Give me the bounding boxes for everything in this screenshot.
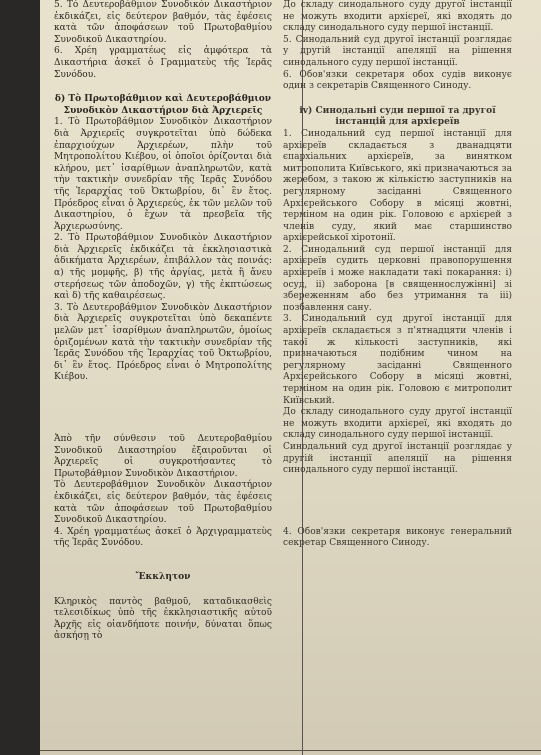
greek-paragraph-6: 6. Χρέη γραμματέως εἰς ἀμφότερα τὰ Δικαστήρια ἀσκεῖ ὁ Γραμματεὺς τῆς Ἱερᾶς Συνόδου. [54,46,272,80]
ukr-paragraph-6: 6. Обов'язки секретаря обох судів виконує один з секретарів Священного Синоду. [283,69,512,92]
greek-paragraph-d5: Τὸ Δευτεροβάθμιον Συνοδικὸν Δικαστήριον ἐκδικάζει, εἰς δεύτερον βαθμόν, τὰς ἐφέσεις κατὰ τῶν ἀποφάσεων τοῦ Πρωτοβαθμίου Συνοδικοῦ Δικαστηρίου. [54,480,272,526]
table-bottom-rule [40,750,541,751]
greek-section-heading-d: δ) Τὸ Πρωτοβάθμιον καὶ Δευτεροβάθμιον Συνοδικὸν Δικαστήριον διὰ Ἀρχιερεῖς [54,94,272,116]
ukr-paragraph-top-a: До складу синодального суду другої інстанції не можуть входити архієреї, які входять до складу синодального суду першої інстанції. [283,0,512,34]
greek-paragraph-d3: 3. Τὸ Δευτεροβάθμιον Συνοδικὸν Δικαστήριον διὰ Ἀρχιερεῖς συγκροτεῖται ὑπὸ δεκαπέντε μελῶν μετ᾽ ἰσαρίθμων ἀναπληρωτῶν, ὁμοίως ὁριζομένων κατὰ τὴν τακτικὴν συνεδρίαν τῆς Ἱερᾶς Συνόδου τῆς Ἱεραρχίας τοῦ Ὀκτωβρίου, δι᾽ ἓν ἔτος. Πρόεδρος εἶναι ὁ Μητροπολίτης Κιέβου. [54,302,272,383]
greek-paragraph-ekklhton: Κληρικὸς παντὸς βαθμοῦ, καταδικασθεὶς τελεσιδίκως ὑπὸ τῆς ἐκκλησιαστικῆς αὐτοῦ Ἀρχῆς εἰς οἱανδήποτε ποινήν, δύναται ὅπως ἀσκήσῃ τὸ [54,596,272,642]
greek-paragraph-5: 5. Τό Δευτεροβάθμιον Συνοδικόν Δικαστήριον ἐκδικάζει, εἰς δεύτερον βαθμόν, τὰς ἐφέσεις κατὰ τῶν ἀποφάσεων τοῦ Πρωτοβαθμίου Συνοδικοῦ Δικαστηρίου. [54,0,272,45]
ukr-paragraph-iv4: До складу синодального суду другої інстанції не можуть входити архієреї, які входять до складу синодального суду першої інстанції. [283,407,512,441]
greek-paragraph-d1: 1. Τὸ Πρωτοβάθμιον Συνοδικὸν Δικαστήριον διὰ Ἀρχιερεῖς συγκροτεῖται ὑπὸ δώδεκα ἐπαρχιούχων Ἀρχιερέων, πλὴν τοῦ Μητροπολίτου Κιέβου, οἱ ὁποῖοι ὁρίζονται διὰ κλήρου, μετ᾽ ἰσαρίθμων ἀναπληρωτῶν, κατὰ τὴν τακτικὴν συνεδρίαν τῆς Ἱερᾶς Συνόδου τῆς Ἱεραρχίας τοῦ Ὀκτωβρίου, δι᾽ ἓν ἔτος. Πρόεδρος εἶναι ὁ Ἀρχιερεύς, ἐκ τῶν μελῶν τοῦ Δικαστηρίου, ὁ ἔχων τὰ πρεσβεῖα τῆς Ἀρχιερωσύνης. [54,117,272,232]
ukr-paragraph-5: 5. Синодальний суд другої інстанції розглядає у другій інстанції апеляції на рішення синодального суду першої інстанції. [283,34,512,68]
greek-column [54,0,272,643]
ukr-paragraph-iv6: 4. Обов'язки секретаря виконує генеральний секретар Священного Синоду. [283,526,512,549]
greek-heading-ekklhton: Ἔκκλητον [135,571,191,582]
greek-paragraph-d4: Ἀπὸ τῆν σύνθεσιν τοῦ Δευτεροβαθμίου Συνοδικοῦ Δικαστηρίου ἐξαιροῦνται οἱ Ἀρχιερεῖς οἱ συγκροτήσαντες τὸ Πρωτοβάθμιον Συνοδικὸν Δικαστήριον. [54,434,272,479]
ukr-section-heading-iv: iv) Синодальні суди першої та другої інстанцій для архієреїв [299,105,496,128]
ukr-paragraph-iv1: 1. Синодальний суд першої інстанції для архієреїв складається з дванадцяти єпархіальних архієреїв, за винятком митрополита Київського, які призначаються за жеребом, з такою ж кількістю заступників на регулярному засіданні Священного Архієрейського Собору в місяці жовтні, терміном на один рік. Головою є архієрей з членів суду, який має старшинство архієрейської хіротонії. [283,128,512,244]
ukr-paragraph-iv2: 2. Синодальний суд першої інстанції для архієреїв судить церковні правопорушення архієреїв і може накладати такі покарання: і) осуд, іі) заборона [в священнослужінні] зі збереженням або без утримання та ііі) позбавлення сану. [283,244,512,313]
greek-paragraph-d6: 4. Χρέη γραμματέως ἀσκεῖ ὁ Ἀρχιγραμματεὺς τῆς Ἱερᾶς Συνόδου. [54,526,272,549]
ukrainian-column [283,0,512,550]
ukr-paragraph-iv5: Синодальний суд другої інстанції розглядає у другій інстанції апеляції на рішення синодального суду першої інстанції. [283,441,512,476]
greek-paragraph-d2: 2. Τὸ Πρωτοβάθμιον Συνοδικὸν Δικαστήριον διὰ Ἀρχιερεῖς ἐκδικάζει τὰ ἐκκλησιαστικὰ ἀδικήματα Ἀρχιερέων, ἐπιβάλλον τὰς ποινάς: α) τῆς μομφῆς, β) τῆς ἀργίας, μετὰ ἢ ἄνευ στερήσεως τῶν ἀποδοχῶν, γ) τῆς ἐκπτώσεως καὶ δ) τῆς καθαιρέσεως. [54,233,272,302]
ukr-paragraph-iv3: 3. Синодальний суд другої інстанції для архієреїв складається з п'ятнадцяти членів і такої ж кількості заступників, які призначаються подібним чином на регулярному засіданні Священного Архієрейського Собору в місяці жовтні, терміном на один рік. Головою є митрополит Київський. [283,314,512,406]
